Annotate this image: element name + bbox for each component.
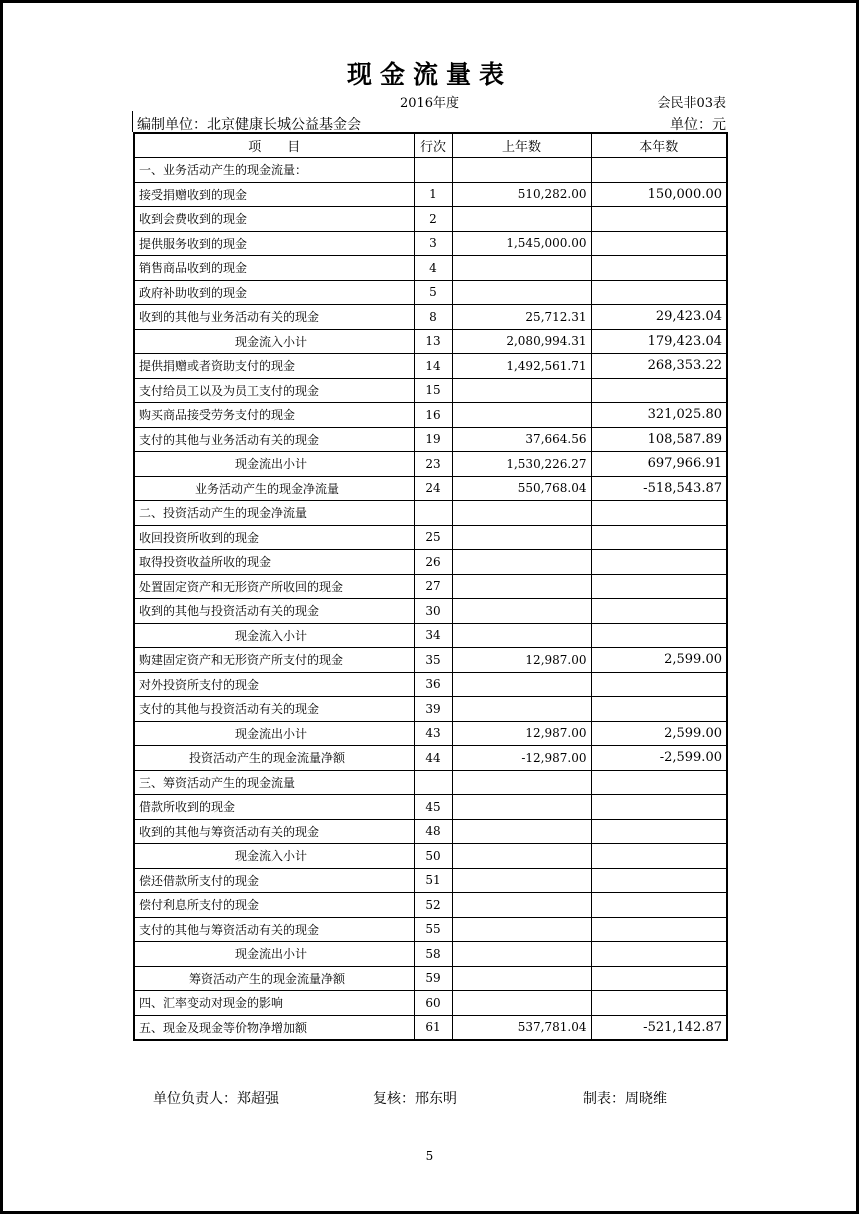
row-prev-year: 1,545,000.00 <box>452 231 591 256</box>
row-current-year <box>591 672 727 697</box>
row-line: 35 <box>414 648 452 673</box>
row-item: 一、业务活动产生的现金流量： <box>134 158 414 183</box>
row-item: 支付给员工以及为员工支付的现金 <box>134 378 414 403</box>
row-current-year <box>591 966 727 991</box>
row-current-year: 697,966.91 <box>591 452 727 477</box>
row-current-year <box>591 697 727 722</box>
row-line: 59 <box>414 966 452 991</box>
row-current-year <box>591 207 727 232</box>
row-item: 现金流出小计 <box>134 721 414 746</box>
row-item: 收到会费收到的现金 <box>134 207 414 232</box>
row-prev-year <box>452 672 591 697</box>
row-line: 34 <box>414 623 452 648</box>
table-header-row <box>134 133 727 158</box>
header-line: 行次 <box>414 133 452 158</box>
row-item: 五、现金及现金等价物净增加额 <box>134 1015 414 1040</box>
row-current-year <box>591 819 727 844</box>
row-line: 52 <box>414 893 452 918</box>
row-current-year: 29,423.04 <box>591 305 727 330</box>
row-line: 4 <box>414 256 452 281</box>
table-row <box>134 525 727 550</box>
row-line: 24 <box>414 476 452 501</box>
table-row <box>134 819 727 844</box>
row-prev-year <box>452 256 591 281</box>
row-item: 现金流出小计 <box>134 452 414 477</box>
row-item: 接受捐赠收到的现金 <box>134 182 414 207</box>
table-row <box>134 623 727 648</box>
row-current-year <box>591 501 727 526</box>
row-current-year <box>591 599 727 624</box>
row-current-year <box>591 256 727 281</box>
row-item: 销售商品收到的现金 <box>134 256 414 281</box>
row-current-year: -518,543.87 <box>591 476 727 501</box>
table-row <box>134 599 727 624</box>
row-current-year <box>591 231 727 256</box>
row-item: 现金流出小计 <box>134 942 414 967</box>
row-prev-year <box>452 917 591 942</box>
row-current-year <box>591 623 727 648</box>
row-item: 政府补助收到的现金 <box>134 280 414 305</box>
row-prev-year <box>452 599 591 624</box>
row-current-year <box>591 844 727 869</box>
row-prev-year <box>452 795 591 820</box>
row-item: 支付的其他与投资活动有关的现金 <box>134 697 414 722</box>
row-current-year <box>591 795 727 820</box>
table-row <box>134 746 727 771</box>
row-prev-year <box>452 403 591 428</box>
row-line: 5 <box>414 280 452 305</box>
row-prev-year <box>452 158 591 183</box>
table-row <box>134 207 727 232</box>
table-row <box>134 795 727 820</box>
row-prev-year <box>452 868 591 893</box>
row-line: 51 <box>414 868 452 893</box>
row-item: 偿还借款所支付的现金 <box>134 868 414 893</box>
table-row <box>134 770 727 795</box>
row-prev-year: 12,987.00 <box>452 721 591 746</box>
row-current-year <box>591 280 727 305</box>
table-row <box>134 893 727 918</box>
row-line: 61 <box>414 1015 452 1040</box>
header-current-year: 本年数 <box>591 133 727 158</box>
row-current-year: -521,142.87 <box>591 1015 727 1040</box>
row-item: 偿付利息所支付的现金 <box>134 893 414 918</box>
row-current-year <box>591 868 727 893</box>
table-row <box>134 672 727 697</box>
row-line <box>414 501 452 526</box>
row-line: 13 <box>414 329 452 354</box>
row-prev-year: 25,712.31 <box>452 305 591 330</box>
row-item: 业务活动产生的现金净流量 <box>134 476 414 501</box>
row-line: 48 <box>414 819 452 844</box>
row-line: 39 <box>414 697 452 722</box>
row-item: 支付的其他与筹资活动有关的现金 <box>134 917 414 942</box>
row-item: 收回投资所收到的现金 <box>134 525 414 550</box>
table-row <box>134 329 727 354</box>
row-item: 收到的其他与筹资活动有关的现金 <box>134 819 414 844</box>
row-line: 43 <box>414 721 452 746</box>
row-current-year <box>591 378 727 403</box>
row-item: 四、汇率变动对现金的影响 <box>134 991 414 1016</box>
row-line: 27 <box>414 574 452 599</box>
row-current-year <box>591 550 727 575</box>
row-item: 二、投资活动产生的现金净流量 <box>134 501 414 526</box>
row-prev-year: 537,781.04 <box>452 1015 591 1040</box>
row-current-year <box>591 770 727 795</box>
table-row <box>134 427 727 452</box>
row-item: 取得投资收益所收的现金 <box>134 550 414 575</box>
row-line: 30 <box>414 599 452 624</box>
currency-label: 单位：元 <box>670 117 726 133</box>
row-current-year: 2,599.00 <box>591 721 727 746</box>
row-current-year: 321,025.80 <box>591 403 727 428</box>
row-line: 15 <box>414 378 452 403</box>
row-line: 2 <box>414 207 452 232</box>
table-row <box>134 550 727 575</box>
row-prev-year <box>452 280 591 305</box>
row-line: 23 <box>414 452 452 477</box>
row-prev-year <box>452 966 591 991</box>
row-line: 45 <box>414 795 452 820</box>
row-current-year <box>591 991 727 1016</box>
table-row <box>134 942 727 967</box>
row-line: 44 <box>414 746 452 771</box>
row-line: 50 <box>414 844 452 869</box>
row-item: 现金流入小计 <box>134 329 414 354</box>
row-item: 收到的其他与业务活动有关的现金 <box>134 305 414 330</box>
table-row <box>134 256 727 281</box>
row-line: 8 <box>414 305 452 330</box>
row-current-year <box>591 574 727 599</box>
table-row <box>134 231 727 256</box>
row-current-year: 2,599.00 <box>591 648 727 673</box>
row-prev-year: 2,080,994.31 <box>452 329 591 354</box>
row-line: 19 <box>414 427 452 452</box>
row-prev-year <box>452 550 591 575</box>
row-prev-year <box>452 844 591 869</box>
row-prev-year: 12,987.00 <box>452 648 591 673</box>
header-prev-year: 上年数 <box>452 133 591 158</box>
row-current-year: 268,353.22 <box>591 354 727 379</box>
row-current-year: 108,587.89 <box>591 427 727 452</box>
row-current-year <box>591 525 727 550</box>
row-item: 对外投资所支付的现金 <box>134 672 414 697</box>
table-row <box>134 158 727 183</box>
row-line: 1 <box>414 182 452 207</box>
table-row <box>134 403 727 428</box>
row-line: 36 <box>414 672 452 697</box>
table-row <box>134 991 727 1016</box>
row-current-year: -2,599.00 <box>591 746 727 771</box>
row-prev-year <box>452 501 591 526</box>
unit-row <box>132 111 726 132</box>
row-prev-year: -12,987.00 <box>452 746 591 771</box>
row-item: 购建固定资产和无形资产所支付的现金 <box>134 648 414 673</box>
row-item: 借款所收到的现金 <box>134 795 414 820</box>
table-row <box>134 305 727 330</box>
row-line: 58 <box>414 942 452 967</box>
table-row <box>134 648 727 673</box>
row-item: 提供捐赠或者资助支付的现金 <box>134 354 414 379</box>
row-item: 购买商品接受劳务支付的现金 <box>134 403 414 428</box>
row-prev-year <box>452 574 591 599</box>
footer-reviewer: 复核：邢东明 <box>373 1091 457 1107</box>
row-line: 60 <box>414 991 452 1016</box>
table-row <box>134 966 727 991</box>
table-row <box>134 452 727 477</box>
row-prev-year <box>452 623 591 648</box>
row-prev-year <box>452 991 591 1016</box>
row-prev-year: 37,664.56 <box>452 427 591 452</box>
table-row <box>134 280 727 305</box>
table-body <box>134 158 727 1040</box>
page-number: 5 <box>425 1149 434 1163</box>
row-prev-year <box>452 525 591 550</box>
report-title: 现金流量表 <box>346 60 512 89</box>
row-item: 现金流入小计 <box>134 623 414 648</box>
footer-responsible: 单位负责人：郑超强 <box>153 1091 279 1107</box>
row-prev-year: 1,492,561.71 <box>452 354 591 379</box>
table-row <box>134 721 727 746</box>
cash-flow-table <box>133 132 728 1041</box>
table-row <box>134 574 727 599</box>
row-item: 筹资活动产生的现金流量净额 <box>134 966 414 991</box>
row-current-year <box>591 942 727 967</box>
row-item: 现金流入小计 <box>134 844 414 869</box>
table-row <box>134 476 727 501</box>
row-line: 16 <box>414 403 452 428</box>
row-prev-year <box>452 697 591 722</box>
report-year: 2016年度 <box>399 96 460 111</box>
row-prev-year: 1,530,226.27 <box>452 452 591 477</box>
row-prev-year <box>452 893 591 918</box>
table-row <box>134 354 727 379</box>
row-prev-year: 550,768.04 <box>452 476 591 501</box>
row-prev-year <box>452 819 591 844</box>
header-item: 项 目 <box>134 133 414 158</box>
table-row <box>134 501 727 526</box>
row-line: 3 <box>414 231 452 256</box>
row-line <box>414 770 452 795</box>
row-prev-year <box>452 942 591 967</box>
footer-preparer: 制表：周晓维 <box>583 1091 667 1107</box>
row-line: 26 <box>414 550 452 575</box>
row-prev-year: 510,282.00 <box>452 182 591 207</box>
table-row <box>134 182 727 207</box>
organization-label: 编制单位：北京健康长城公益基金会 <box>137 117 361 133</box>
row-prev-year <box>452 770 591 795</box>
row-prev-year <box>452 207 591 232</box>
table-row <box>134 917 727 942</box>
row-current-year <box>591 158 727 183</box>
row-line <box>414 158 452 183</box>
row-item: 投资活动产生的现金流量净额 <box>134 746 414 771</box>
form-number: 会民非03表 <box>657 96 726 111</box>
row-item: 三、筹资活动产生的现金流量 <box>134 770 414 795</box>
row-prev-year <box>452 378 591 403</box>
table-row <box>134 1015 727 1040</box>
table-row <box>134 697 727 722</box>
table-row <box>134 378 727 403</box>
row-item: 处置固定资产和无形资产所收回的现金 <box>134 574 414 599</box>
row-item: 支付的其他与业务活动有关的现金 <box>134 427 414 452</box>
row-line: 55 <box>414 917 452 942</box>
row-current-year: 150,000.00 <box>591 182 727 207</box>
row-item: 收到的其他与投资活动有关的现金 <box>134 599 414 624</box>
table-row <box>134 844 727 869</box>
row-item: 提供服务收到的现金 <box>134 231 414 256</box>
row-current-year: 179,423.04 <box>591 329 727 354</box>
row-current-year <box>591 893 727 918</box>
row-line: 25 <box>414 525 452 550</box>
row-current-year <box>591 917 727 942</box>
row-line: 14 <box>414 354 452 379</box>
table-row <box>134 868 727 893</box>
